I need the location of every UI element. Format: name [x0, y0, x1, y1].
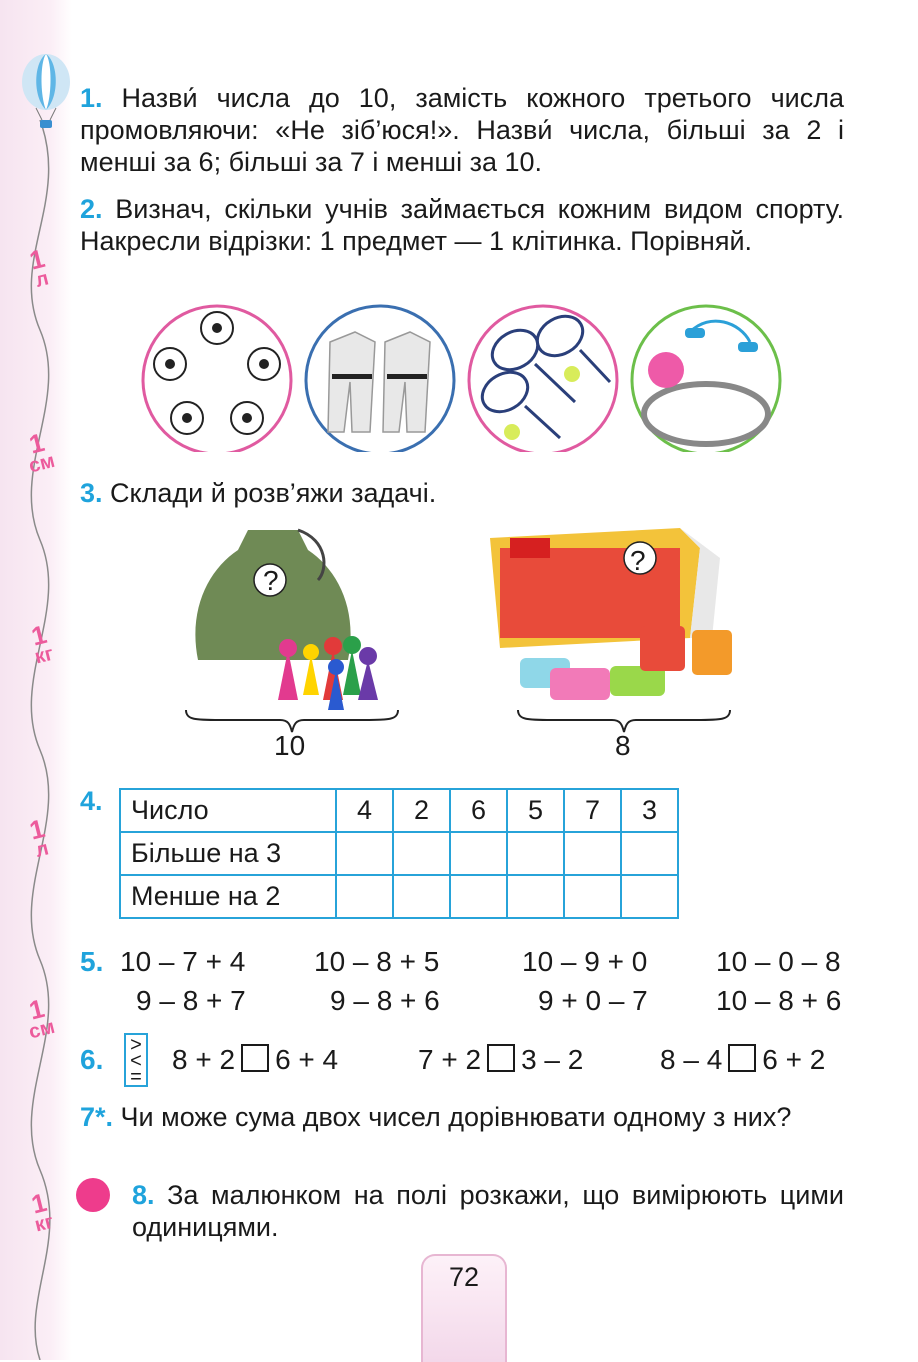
table-row [120, 789, 678, 832]
table-cell [621, 832, 678, 875]
task-number: 1. [80, 83, 103, 113]
table-cell [393, 875, 450, 918]
question-mark: ? [630, 545, 646, 576]
table-cell [564, 832, 621, 875]
hot-air-balloon-icon [18, 52, 74, 132]
table-cell [450, 875, 507, 918]
sign: > [130, 1034, 142, 1056]
kimono-circle [306, 306, 454, 452]
comparison-left: 8 + 2 [172, 1044, 236, 1075]
table-header-cell: 2 [393, 789, 450, 832]
comparison-item [418, 1044, 583, 1076]
unit-kilogram: 1 кг [28, 1186, 56, 1237]
task-number: 3. [80, 478, 103, 508]
jump-rope-hoop-circle [632, 306, 780, 452]
game-pieces [278, 636, 378, 710]
expression: 9 – 8 + 6 [330, 985, 440, 1016]
unit-centimeter: 1 см [26, 426, 58, 478]
task-number: 2. [80, 194, 103, 224]
answer-box[interactable] [728, 1044, 756, 1072]
comparison-right: 6 + 4 [275, 1044, 339, 1075]
table-row [120, 832, 678, 875]
task-8 [132, 1179, 844, 1243]
table-cell [621, 875, 678, 918]
pink-marker-dot [76, 1178, 110, 1212]
table-header-cell: 4 [336, 789, 393, 832]
table-cell [507, 832, 564, 875]
expression: 10 – 8 + 6 [716, 985, 842, 1016]
table-header-cell: 7 [564, 789, 621, 832]
task-number: 5. [80, 946, 104, 977]
unit-liter: 1 л [26, 242, 51, 292]
unit-centimeter: 1 см [26, 992, 58, 1044]
task-text: Назви́ числа до 10, замість кожного третього числа промовляючи: «Не зіб’юся!». Назви́ числа, більші за 2 і менші за 6; більші за 7 і менші за 10. [80, 83, 844, 177]
expression: 10 – 8 + 5 [314, 946, 440, 977]
sports-illustration [140, 302, 790, 452]
table-cell [507, 875, 564, 918]
comparison-item [660, 1044, 825, 1076]
table-header-cell: 3 [621, 789, 678, 832]
comparison-right: 3 – 2 [521, 1044, 584, 1075]
task-4-table [119, 788, 679, 919]
table-cell [336, 832, 393, 875]
comparison-item [172, 1044, 338, 1076]
task-text: За малюнком на полі розкажи, що вимірюють цими одиницями. [132, 1180, 844, 1242]
page-number: 72 [448, 1262, 480, 1292]
expression: 10 – 9 + 0 [522, 946, 648, 977]
soccer-balls-circle [143, 306, 291, 452]
expression: 9 – 8 + 7 [136, 985, 246, 1016]
task-7 [80, 1101, 844, 1133]
table-cell [393, 832, 450, 875]
table-header-cell: Число [120, 789, 336, 832]
margin-rope [0, 0, 80, 1360]
question-mark: ? [263, 565, 279, 596]
count-label: 8 [615, 730, 631, 761]
task-number: 7*. [80, 1102, 114, 1132]
task-number: 4. [80, 786, 103, 816]
bag-with-pieces-illustration [178, 520, 418, 730]
task-text: Чи може сума двох чисел дорівнювати одному з них? [120, 1102, 792, 1132]
table-row-label: Менше на 2 [120, 875, 336, 918]
tennis-rackets-circle [469, 306, 617, 452]
expression: 10 – 7 + 4 [120, 946, 246, 977]
expression: 10 – 0 – 8 [716, 946, 841, 977]
table-header-cell: 6 [450, 789, 507, 832]
table-header-cell: 5 [507, 789, 564, 832]
comparison-signs-box [124, 1033, 148, 1087]
answer-box[interactable] [241, 1044, 269, 1072]
unit-kilogram: 1 кг [28, 618, 56, 669]
task-1 [80, 82, 844, 178]
task-text: Визнач, скільки учнів займається кожним видом спорту. Накресли відрізки: 1 предмет — 1 клітинка. Порівняй. [80, 194, 844, 256]
count-label: 10 [274, 730, 306, 761]
task-number: 8. [132, 1180, 155, 1210]
lego-box-illustration [480, 518, 740, 718]
table-cell [450, 832, 507, 875]
task-text: Склади й розв’яжи задачі. [110, 478, 437, 508]
table-row [120, 875, 678, 918]
task-2 [80, 193, 844, 257]
comparison-right: 6 + 2 [762, 1044, 826, 1075]
table-cell [336, 875, 393, 918]
sign: = [130, 1066, 142, 1088]
task-3 [80, 477, 844, 509]
task-number: 6. [80, 1044, 104, 1075]
expression: 9 + 0 – 7 [538, 985, 648, 1016]
comparison-left: 8 – 4 [660, 1044, 723, 1075]
table-row-label: Більше на 3 [120, 832, 336, 875]
comparison-left: 7 + 2 [418, 1044, 482, 1075]
unit-liter: 1 л [26, 812, 51, 862]
sign: < [130, 1050, 142, 1072]
answer-box[interactable] [487, 1044, 515, 1072]
table-cell [564, 875, 621, 918]
